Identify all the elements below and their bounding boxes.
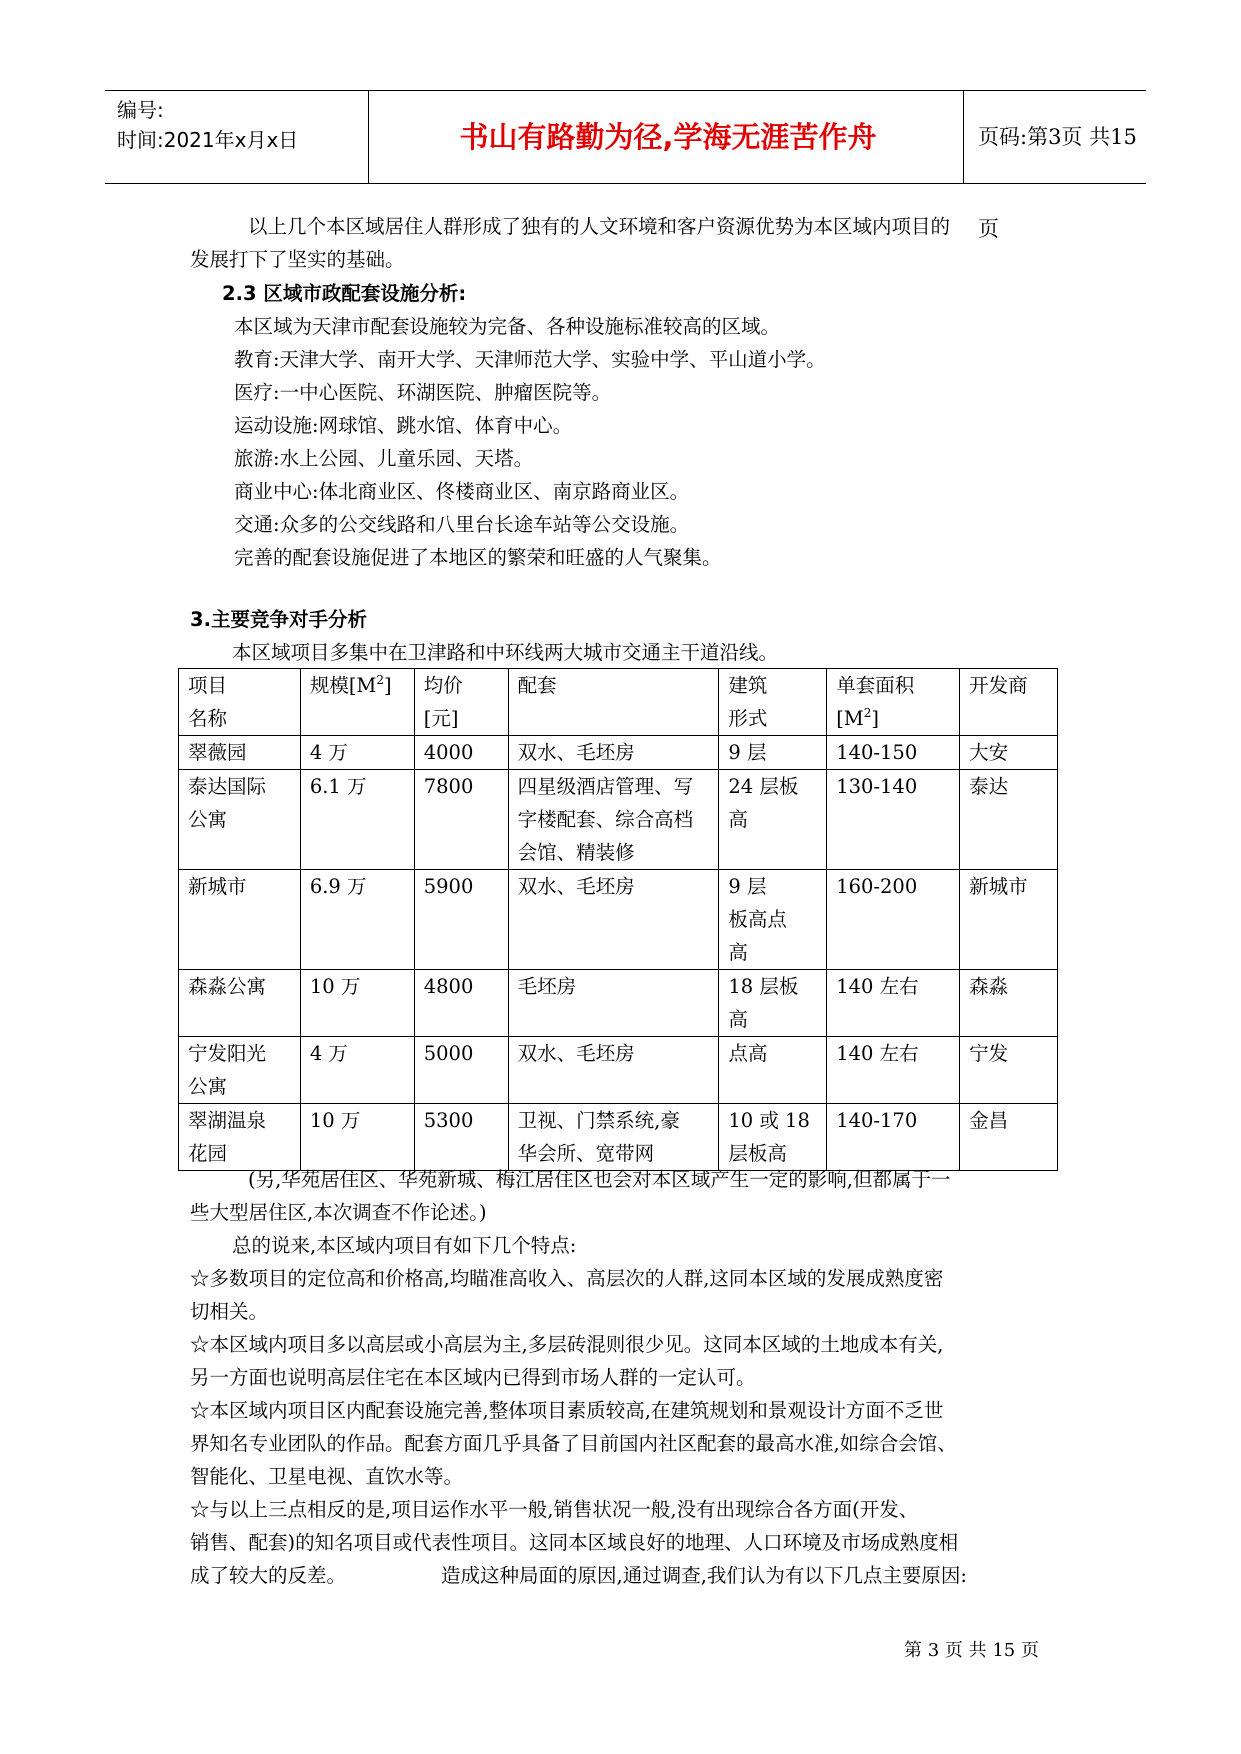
- point-line: 销售、配套)的知名项目或代表性项目。这同本区域良好的地理、人口环境及市场成熟度相: [190, 1531, 959, 1554]
- cell-line: 9 层: [728, 741, 767, 764]
- intro-paragraph: 以上几个本区域居住人群形成了独有的人文环境和客户资源优势为本区域内项目的: [248, 215, 951, 238]
- header-page-label: 页码:第3页 共15页: [978, 125, 1137, 241]
- table-cell: [300, 1037, 414, 1104]
- cell-line: 华会所、宽带网: [517, 1142, 655, 1165]
- time-label: 时间:2021年x月x日: [117, 128, 299, 152]
- page-footer: 第 3 页 共 15 页: [904, 1640, 1039, 1661]
- table-cell: [300, 770, 414, 870]
- point-line: 切相关。: [190, 1300, 269, 1323]
- table-cell: [414, 770, 508, 870]
- cell-line: 6.1 万: [309, 775, 367, 798]
- table-row: [179, 1037, 1058, 1104]
- cell-line: 24 层板: [728, 775, 799, 798]
- table-cell: [508, 1037, 719, 1104]
- cell-line: 板高点: [728, 908, 787, 931]
- table-cell: [719, 770, 827, 870]
- point-line-reason: 造成这种局面的原因,通过调查,我们认为有以下几点主要原因:: [441, 1564, 967, 1587]
- cell-line: 宁发: [969, 1042, 1009, 1065]
- point-line: 智能化、卫星电视、直饮水等。: [190, 1465, 464, 1488]
- cell-line: 宁发阳光: [188, 1042, 267, 1065]
- cell-line: 5000: [423, 1042, 474, 1065]
- cell-line: 森淼: [969, 975, 1009, 998]
- cell-line: 规模$[M^2]$: [309, 673, 392, 697]
- cell-line: 140-170: [836, 1109, 918, 1132]
- cell-line: 层板高: [728, 1142, 787, 1165]
- section-2-3-title: 2.3 区域市政配套设施分析:: [222, 282, 467, 305]
- cell-line: 7800: [423, 775, 474, 798]
- table-cell: [300, 736, 414, 770]
- table-cell: [179, 1104, 301, 1171]
- note-paragraph: (另,华苑居住区、华苑新城、梅江居住区也会对本区域产生一定的影响,但都属于一: [248, 1168, 951, 1191]
- cell-line: 开发商: [969, 674, 1028, 697]
- cell-line: 18 层板: [728, 975, 799, 998]
- table-cell: [719, 1037, 827, 1104]
- cell-line: 名称: [188, 707, 228, 730]
- table-cell: [827, 1037, 960, 1104]
- section-3-title: 3.主要竞争对手分析: [190, 608, 367, 631]
- point-line-last: 成了较大的反差。: [190, 1564, 347, 1587]
- cell-line: 花园: [188, 1142, 228, 1165]
- table-cell: [827, 970, 960, 1037]
- table-cell: [827, 1104, 960, 1171]
- intro-paragraph-cont: 发展打下了坚实的基础。: [190, 248, 405, 271]
- cell-line: 项目: [188, 674, 228, 697]
- table-header-cell: [508, 669, 719, 736]
- cell-line: 新城市: [969, 875, 1028, 898]
- cell-line: 配套: [517, 674, 557, 697]
- section-3-intro: 本区域项目多集中在卫津路和中环线两大城市交通主干道沿线。: [232, 641, 779, 664]
- cell-line: 毛坯房: [517, 975, 577, 998]
- table-cell: [300, 970, 414, 1037]
- point-line: ☆与以上三点相反的是,项目运作水平一般,销售状况一般,没有出现综合各方面(开发、: [190, 1498, 919, 1521]
- cell-line: 双水、毛坯房: [517, 741, 635, 764]
- cell-line: 4800: [423, 975, 474, 998]
- facility-line: 教育:天津大学、南开大学、天津师范大学、实验中学、平山道小学。: [234, 348, 826, 371]
- facility-line: 运动设施:网球馆、跳水馆、体育中心。: [234, 414, 573, 437]
- cell-line: 翠湖温泉: [188, 1109, 267, 1132]
- table-cell: [719, 736, 827, 770]
- cell-line: 高: [728, 1008, 748, 1031]
- table-header-cell: [827, 669, 960, 736]
- facility-line: 旅游:水上公园、儿童乐园、天塔。: [234, 447, 534, 470]
- cell-line: 泰达: [969, 775, 1009, 798]
- table-cell: [719, 870, 827, 970]
- table-cell: [508, 970, 719, 1037]
- table-row: [179, 870, 1058, 970]
- table-cell: [960, 736, 1058, 770]
- table-cell: [300, 1104, 414, 1171]
- table-cell: [179, 736, 301, 770]
- competitor-table: [178, 668, 1058, 1171]
- table-cell: [960, 1037, 1058, 1104]
- cell-line: 均价: [423, 674, 463, 697]
- facility-line: 商业中心:体北商业区、佟楼商业区、南京路商业区。: [234, 480, 690, 503]
- facility-line: 本区域为天津市配套设施较为完备、各种设施标准较高的区域。: [234, 315, 781, 338]
- cell-line: 高: [728, 941, 748, 964]
- cell-line: 5300: [423, 1109, 474, 1132]
- cell-line: 4 万: [309, 1042, 348, 1065]
- header-motto: 书山有路勤为径,学海无涯苦作舟: [459, 120, 877, 154]
- cell-line: 4000: [423, 741, 474, 764]
- cell-line: 10 万: [309, 975, 361, 998]
- table-cell: [960, 870, 1058, 970]
- cell-line: 9 层: [728, 875, 767, 898]
- table-cell: [719, 1104, 827, 1171]
- table-header-cell: [414, 669, 508, 736]
- table-cell: [719, 970, 827, 1037]
- point-line: 界知名专业团队的作品。配套方面几乎具备了目前国内社区配套的最高水准,如综合会馆、: [190, 1432, 957, 1455]
- cell-line: 四星级酒店管理、写: [517, 775, 694, 798]
- table-row: [179, 1104, 1058, 1171]
- cell-line: 卫视、门禁系统,豪: [517, 1109, 680, 1132]
- cell-line: 双水、毛坯房: [517, 1042, 635, 1065]
- cell-line: 130-140: [836, 775, 918, 798]
- cell-line: 金昌: [969, 1109, 1009, 1132]
- cell-line: 森淼公寓: [188, 975, 267, 998]
- table-cell: [179, 970, 301, 1037]
- table-cell: [179, 1037, 301, 1104]
- table-cell: [960, 1104, 1058, 1171]
- cell-line: 翠薇园: [188, 741, 247, 764]
- cell-line: 6.9 万: [309, 875, 367, 898]
- table-header-row: [179, 669, 1058, 736]
- cell-line: 140-150: [836, 741, 918, 764]
- cell-line: 4 万: [309, 741, 348, 764]
- cell-line: 10 万: [309, 1109, 361, 1132]
- cell-line: 新城市: [188, 875, 247, 898]
- point-line: ☆多数项目的定位高和价格高,均瞄准高收入、高层次的人群,这同本区域的发展成熟度密: [190, 1267, 944, 1290]
- cell-line: [元]: [423, 707, 459, 730]
- point-line: 另一方面也说明高层住宅在本区域内已得到市场人群的一定认可。: [190, 1366, 756, 1389]
- facility-line: 完善的配套设施促进了本地区的繁荣和旺盛的人气聚集。: [234, 546, 722, 569]
- point-line: ☆本区域内项目区内配套设施完善,整体项目素质较高,在建筑规划和景观设计方面不乏世: [190, 1399, 944, 1422]
- cell-line: 公寓: [188, 1075, 228, 1098]
- table-cell: [179, 870, 301, 970]
- cell-line: $[M^2]$: [836, 706, 880, 730]
- note-paragraph-cont: 些大型居住区,本次调查不作论述。): [190, 1201, 487, 1224]
- cell-line: 单套面积: [836, 674, 915, 697]
- table-cell: [960, 770, 1058, 870]
- table-header-cell: [179, 669, 301, 736]
- table-header-cell: [719, 669, 827, 736]
- cell-line: 形式: [728, 707, 768, 730]
- cell-line: 140 左右: [836, 975, 919, 998]
- table-cell: [508, 736, 719, 770]
- cell-line: 5900: [423, 875, 474, 898]
- cell-line: 160-200: [836, 875, 918, 898]
- cell-line: 点高: [728, 1042, 768, 1065]
- cell-line: 会馆、精装修: [517, 841, 635, 864]
- cell-line: 大安: [969, 741, 1009, 764]
- table-cell: [508, 1104, 719, 1171]
- cell-line: 10 或 18: [728, 1109, 810, 1132]
- table-cell: [508, 770, 719, 870]
- table-cell: [179, 770, 301, 870]
- summary-intro: 总的说来,本区域内项目有如下几个特点:: [232, 1234, 577, 1257]
- table-header-cell: [300, 669, 414, 736]
- cell-line: 字楼配套、综合高档: [517, 808, 694, 831]
- table-row: [179, 736, 1058, 770]
- point-line: ☆本区域内项目多以高层或小高层为主,多层砖混则很少见。这同本区域的土地成本有关,: [190, 1333, 944, 1356]
- table-cell: [414, 1104, 508, 1171]
- facility-line: 交通:众多的公交线路和八里台长途车站等公交设施。: [234, 513, 690, 536]
- table-row: [179, 970, 1058, 1037]
- cell-line: 公寓: [188, 808, 228, 831]
- cell-line: 高: [728, 808, 748, 831]
- table-cell: [300, 870, 414, 970]
- table-cell: [414, 970, 508, 1037]
- cell-line: 建筑: [728, 674, 768, 697]
- table-header-cell: [960, 669, 1058, 736]
- cell-line: 泰达国际: [188, 775, 267, 798]
- cell-line: 140 左右: [836, 1042, 919, 1065]
- table-cell: [960, 970, 1058, 1037]
- number-label: 编号:: [117, 98, 164, 122]
- header-meta: [117, 95, 298, 155]
- table-cell: [827, 870, 960, 970]
- table-row: [179, 770, 1058, 870]
- table-cell: [414, 1037, 508, 1104]
- table-cell: [827, 736, 960, 770]
- table-cell: [414, 736, 508, 770]
- header-divider: [963, 91, 964, 183]
- cell-line: 双水、毛坯房: [517, 875, 635, 898]
- table-cell: [827, 770, 960, 870]
- facility-line: 医疗:一中心医院、环湖医院、肿瘤医院等。: [234, 381, 612, 404]
- table-cell: [414, 870, 508, 970]
- table-cell: [508, 870, 719, 970]
